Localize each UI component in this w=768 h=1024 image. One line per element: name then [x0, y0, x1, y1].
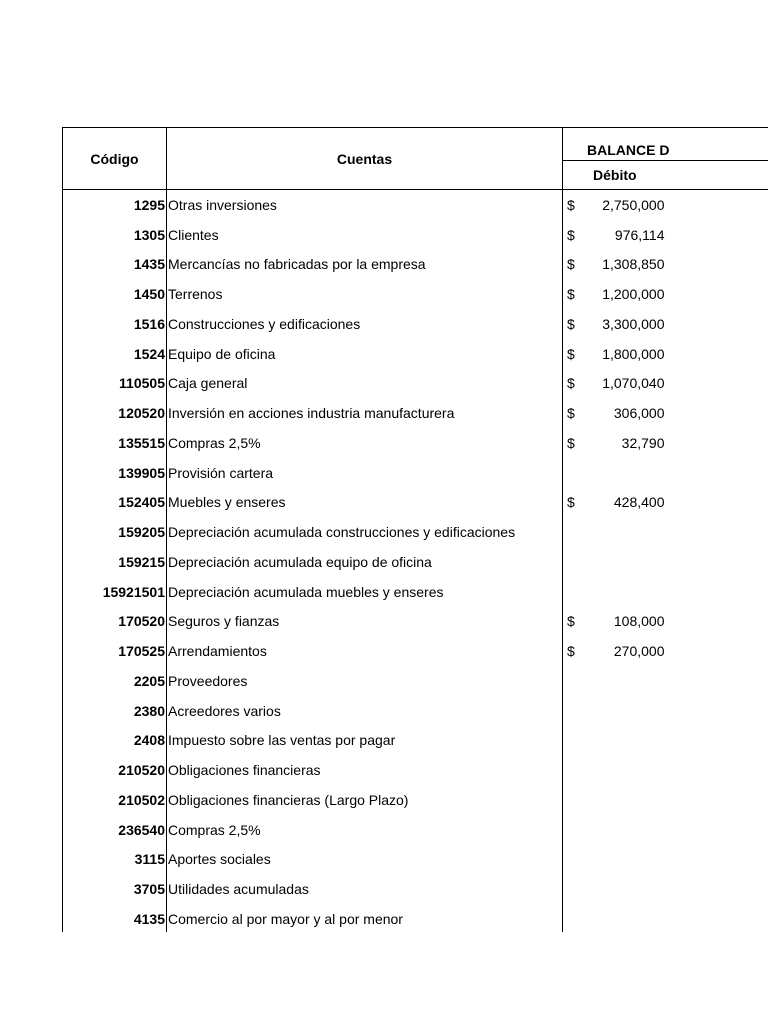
debit-cell — [563, 904, 768, 932]
debit-cell — [563, 488, 768, 518]
account-code: 159205 — [63, 517, 167, 547]
account-code: 1450 — [63, 279, 167, 309]
account-code: 2408 — [63, 726, 167, 756]
account-code: 236540 — [63, 815, 167, 845]
currency-symbol: $ — [567, 494, 575, 511]
currency-symbol: $ — [567, 345, 575, 362]
account-name: Terrenos — [167, 279, 563, 309]
table-row — [63, 517, 768, 547]
account-name: Compras 2,5% — [167, 815, 563, 845]
table-row — [63, 458, 768, 488]
account-name: Proveedores — [167, 666, 563, 696]
header-code: Código — [63, 128, 167, 190]
debit-amount: 1,070,040 — [602, 375, 665, 392]
debit-cell — [563, 398, 768, 428]
table-row — [63, 398, 768, 428]
account-code: 4135 — [63, 904, 167, 932]
account-code: 135515 — [63, 428, 167, 458]
account-name: Acreedores varios — [167, 696, 563, 726]
currency-symbol: $ — [567, 226, 575, 243]
debit-cell — [563, 577, 768, 607]
table-row — [63, 488, 768, 518]
debit-amount: 270,000 — [613, 643, 665, 660]
account-name: Muebles y enseres — [167, 488, 563, 518]
account-code: 1524 — [63, 339, 167, 369]
account-code: 110505 — [63, 369, 167, 399]
table-row — [63, 577, 768, 607]
account-name: Construcciones y edificaciones — [167, 309, 563, 339]
debit-cell — [563, 636, 768, 666]
currency-symbol: $ — [567, 256, 575, 273]
debit-cell — [563, 309, 768, 339]
table-row — [63, 696, 768, 726]
table-body — [63, 190, 768, 933]
account-name: Obligaciones financieras (Largo Plazo) — [167, 785, 563, 815]
account-name: Equipo de oficina — [167, 339, 563, 369]
table-row — [63, 726, 768, 756]
currency-symbol: $ — [567, 434, 575, 451]
table-row — [63, 309, 768, 339]
debit-amount: 32,790 — [621, 434, 665, 451]
debit-cell — [563, 369, 768, 399]
currency-symbol: $ — [567, 613, 575, 630]
account-code: 2380 — [63, 696, 167, 726]
table-row — [63, 755, 768, 785]
debit-cell — [563, 755, 768, 785]
currency-symbol: $ — [567, 375, 575, 392]
account-name: Depreciación acumulada construcciones y edificaciones — [167, 517, 563, 547]
debit-cell — [563, 785, 768, 815]
account-name: Obligaciones financieras — [167, 755, 563, 785]
debit-amount: 2,750,000 — [602, 196, 665, 213]
debit-cell — [563, 547, 768, 577]
account-name: Provisión cartera — [167, 458, 563, 488]
account-code: 1295 — [63, 190, 167, 220]
table-row — [63, 666, 768, 696]
account-code: 1435 — [63, 250, 167, 280]
account-name: Caja general — [167, 369, 563, 399]
currency-symbol: $ — [567, 315, 575, 332]
debit-cell — [563, 815, 768, 845]
currency-symbol: $ — [567, 286, 575, 303]
currency-symbol: $ — [567, 405, 575, 422]
debit-amount: 306,000 — [613, 405, 665, 422]
account-code: 15921501 — [63, 577, 167, 607]
account-name: Depreciación acumulada equipo de oficina — [167, 547, 563, 577]
debit-cell — [563, 874, 768, 904]
account-code: 3115 — [63, 845, 167, 875]
table-row — [63, 220, 768, 250]
table-row — [63, 874, 768, 904]
account-code: 210520 — [63, 755, 167, 785]
debit-cell — [563, 428, 768, 458]
debit-cell — [563, 250, 768, 280]
account-name: Comercio al por mayor y al por menor — [167, 904, 563, 932]
header-balance-group: BALANCE D — [563, 128, 768, 161]
table-row — [63, 190, 768, 220]
debit-cell — [563, 339, 768, 369]
debit-amount: 1,308,850 — [602, 256, 665, 273]
debit-cell — [563, 220, 768, 250]
account-code: 1516 — [63, 309, 167, 339]
account-name: Utilidades acumuladas — [167, 874, 563, 904]
debit-amount: 3,300,000 — [602, 315, 665, 332]
debit-amount: 1,200,000 — [602, 286, 665, 303]
account-name: Seguros y fianzas — [167, 607, 563, 637]
account-name: Mercancías no fabricadas por la empresa — [167, 250, 563, 280]
account-name: Impuesto sobre las ventas por pagar — [167, 726, 563, 756]
account-code: 170520 — [63, 607, 167, 637]
table-row — [63, 636, 768, 666]
account-name: Depreciación acumulada muebles y enseres — [167, 577, 563, 607]
table-row — [63, 785, 768, 815]
table-row — [63, 904, 768, 932]
balance-table — [62, 127, 768, 932]
currency-symbol: $ — [567, 196, 575, 213]
table-row — [63, 369, 768, 399]
table-row — [63, 607, 768, 637]
account-name: Aportes sociales — [167, 845, 563, 875]
table-row — [63, 547, 768, 577]
debit-cell — [563, 607, 768, 637]
account-code: 210502 — [63, 785, 167, 815]
table-row — [63, 250, 768, 280]
account-code: 152405 — [63, 488, 167, 518]
table-row — [63, 815, 768, 845]
debit-cell — [563, 845, 768, 875]
account-code: 2205 — [63, 666, 167, 696]
account-code: 139905 — [63, 458, 167, 488]
account-name: Arrendamientos — [167, 636, 563, 666]
table-row — [63, 845, 768, 875]
header-account: Cuentas — [167, 128, 563, 190]
debit-amount: 1,800,000 — [602, 345, 665, 362]
debit-cell — [563, 666, 768, 696]
currency-symbol: $ — [567, 643, 575, 660]
header-debit: Débito — [563, 161, 768, 190]
table-row — [63, 339, 768, 369]
debit-cell — [563, 190, 768, 220]
debit-amount: 976,114 — [614, 226, 665, 243]
table-row — [63, 279, 768, 309]
account-code: 159215 — [63, 547, 167, 577]
table-row — [63, 428, 768, 458]
account-code: 3705 — [63, 874, 167, 904]
debit-cell — [563, 726, 768, 756]
account-code: 120520 — [63, 398, 167, 428]
account-code: 170525 — [63, 636, 167, 666]
debit-cell — [563, 458, 768, 488]
debit-cell — [563, 279, 768, 309]
account-name: Otras inversiones — [167, 190, 563, 220]
account-name: Compras 2,5% — [167, 428, 563, 458]
debit-amount: 428,400 — [613, 494, 665, 511]
account-name: Inversión en acciones industria manufacturera — [167, 398, 563, 428]
debit-cell — [563, 696, 768, 726]
debit-amount: 108,000 — [613, 613, 665, 630]
account-code: 1305 — [63, 220, 167, 250]
table-header — [63, 128, 768, 190]
debit-cell — [563, 517, 768, 547]
spreadsheet-viewport — [62, 127, 768, 932]
account-name: Clientes — [167, 220, 563, 250]
